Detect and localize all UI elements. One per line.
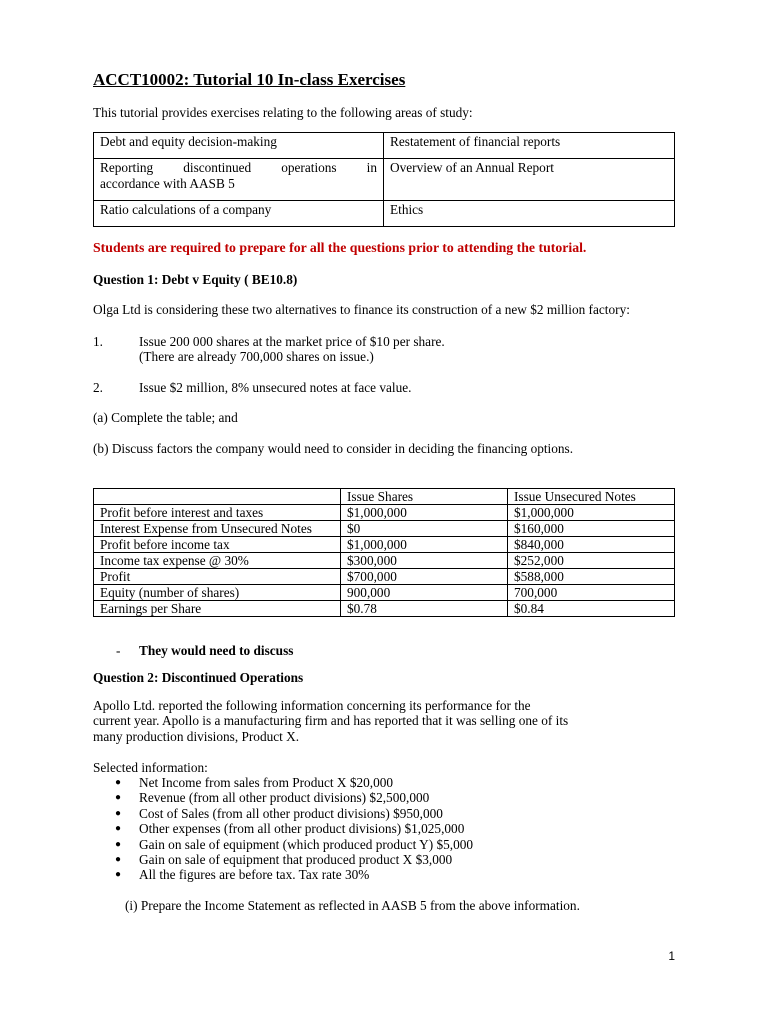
area-cell-line: accordance with AASB 5 bbox=[100, 176, 235, 191]
list-item bbox=[115, 805, 473, 821]
table-row bbox=[94, 553, 675, 569]
list-item bbox=[115, 821, 473, 837]
bullet-icon: ● bbox=[115, 777, 122, 788]
table-cell: $0 bbox=[341, 521, 508, 537]
q1-heading: Question 1: Debt v Equity ( BE10.8) bbox=[93, 272, 298, 287]
intro-text: This tutorial provides exercises relating to the following areas of study: bbox=[93, 105, 473, 120]
part-a-text: (a) Complete the table; and bbox=[93, 410, 238, 425]
table-cell: Interest Expense from Unsecured Notes bbox=[94, 521, 341, 537]
table-cell: $700,000 bbox=[341, 569, 508, 585]
table-cell: $840,000 bbox=[508, 537, 675, 553]
list-item-text: Other expenses (from all other product divisions) $1,025,000 bbox=[139, 821, 465, 837]
table-cell: $1,000,000 bbox=[508, 505, 675, 521]
area-cell: Overview of an Annual Report bbox=[384, 159, 675, 201]
q2-paragraph-line: many production divisions, Product X. bbox=[93, 729, 300, 744]
table-cell: $1,000,000 bbox=[341, 505, 508, 521]
part-i-text: (i) Prepare the Income Statement as reflected in AASB 5 from the above information. bbox=[125, 898, 580, 913]
table-row bbox=[94, 601, 675, 617]
option-text: Issue $2 million, 8% unsecured notes at face value. bbox=[139, 380, 412, 395]
table-cell: $0.84 bbox=[508, 601, 675, 617]
study-areas-table bbox=[93, 132, 675, 227]
header-cell bbox=[94, 489, 341, 505]
table-cell: $0.78 bbox=[341, 601, 508, 617]
table-cell: Profit bbox=[94, 569, 341, 585]
header-cell: Issue Unsecured Notes bbox=[508, 489, 675, 505]
table-cell: $588,000 bbox=[508, 569, 675, 585]
table-cell: 900,000 bbox=[341, 585, 508, 601]
table-cell: Earnings per Share bbox=[94, 601, 341, 617]
q2-paragraph-line: Apollo Ltd. reported the following information concerning its performance for the bbox=[93, 698, 531, 713]
table-cell: $1,000,000 bbox=[341, 537, 508, 553]
table-cell: Profit before income tax bbox=[94, 537, 341, 553]
part-b-text: (b) Discuss factors the company would need to consider in deciding the financing options. bbox=[93, 441, 574, 456]
list-item-text: Gain on sale of equipment (which produced product Y) $5,000 bbox=[139, 836, 474, 852]
selected-info-label: Selected information: bbox=[93, 760, 208, 775]
q2-paragraph-line: current year. Apollo is a manufacturing firm and has reported that it was selling one of its bbox=[93, 713, 569, 728]
area-cell bbox=[94, 159, 384, 201]
header-cell: Issue Shares bbox=[341, 489, 508, 505]
table-row bbox=[94, 159, 675, 201]
list-item-text: Gain on sale of equipment that produced product X $3,000 bbox=[139, 852, 453, 868]
table-row bbox=[94, 133, 675, 159]
area-cell: Ratio calculations of a company bbox=[94, 201, 384, 227]
table-cell: $160,000 bbox=[508, 521, 675, 537]
option-text: (There are already 700,000 shares on issue.) bbox=[139, 349, 374, 364]
bullet-icon: ● bbox=[115, 792, 122, 804]
notice-text: Students are required to prepare for all the questions prior to attending the tutorial. bbox=[93, 240, 587, 255]
list-item-text: All the figures are before tax. Tax rate 30% bbox=[139, 867, 370, 883]
table-cell: Profit before interest and taxes bbox=[94, 505, 341, 521]
table-row bbox=[94, 521, 675, 537]
table-cell: Equity (number of shares) bbox=[94, 585, 341, 601]
discuss-dash: - bbox=[116, 643, 121, 658]
bullet-icon: ● bbox=[115, 854, 122, 866]
table-header-row bbox=[94, 489, 675, 505]
table-cell: $252,000 bbox=[508, 553, 675, 569]
list-item bbox=[115, 836, 474, 852]
table-row bbox=[94, 569, 675, 585]
discuss-text: They would need to discuss bbox=[139, 643, 294, 658]
area-cell-line: Reporting discontinued operations in bbox=[100, 160, 377, 175]
table-cell: Income tax expense @ 30% bbox=[94, 553, 341, 569]
page-title: ACCT10002: Tutorial 10 In-class Exercises bbox=[93, 70, 406, 89]
financing-table bbox=[93, 488, 675, 617]
area-cell: Ethics bbox=[384, 201, 675, 227]
table-row bbox=[94, 505, 675, 521]
option-number: 1. bbox=[93, 334, 103, 349]
list-item-text: Cost of Sales (from all other product divisions) $950,000 bbox=[139, 805, 443, 821]
selected-info-list bbox=[115, 775, 474, 883]
table-cell: $300,000 bbox=[341, 553, 508, 569]
list-item bbox=[115, 852, 473, 868]
q2-heading: Question 2: Discontinued Operations bbox=[93, 670, 304, 685]
page-number: 1 bbox=[668, 949, 675, 963]
bullet-icon: ● bbox=[115, 838, 122, 850]
list-item-text: Revenue (from all other product divisions) $2,500,000 bbox=[139, 790, 430, 806]
bullet-icon: ● bbox=[115, 823, 122, 835]
list-item bbox=[115, 867, 473, 883]
area-cell: Restatement of financial reports bbox=[384, 133, 675, 159]
table-row bbox=[94, 201, 675, 227]
option-number: 2. bbox=[93, 380, 103, 395]
list-item bbox=[115, 790, 473, 806]
option-text: Issue 200 000 shares at the market price of $10 per share. bbox=[139, 334, 445, 349]
table-row bbox=[94, 585, 675, 601]
list-item bbox=[115, 775, 473, 790]
q1-text: Olga Ltd is considering these two alternatives to finance its construction of a new $2 million factory: bbox=[93, 302, 630, 317]
area-cell: Debt and equity decision-making bbox=[94, 133, 384, 159]
table-cell: 700,000 bbox=[508, 585, 675, 601]
bullet-icon: ● bbox=[115, 807, 122, 819]
table-row bbox=[94, 537, 675, 553]
list-item-text: Net Income from sales from Product X $20,000 bbox=[139, 775, 394, 790]
bullet-icon: ● bbox=[115, 869, 122, 881]
